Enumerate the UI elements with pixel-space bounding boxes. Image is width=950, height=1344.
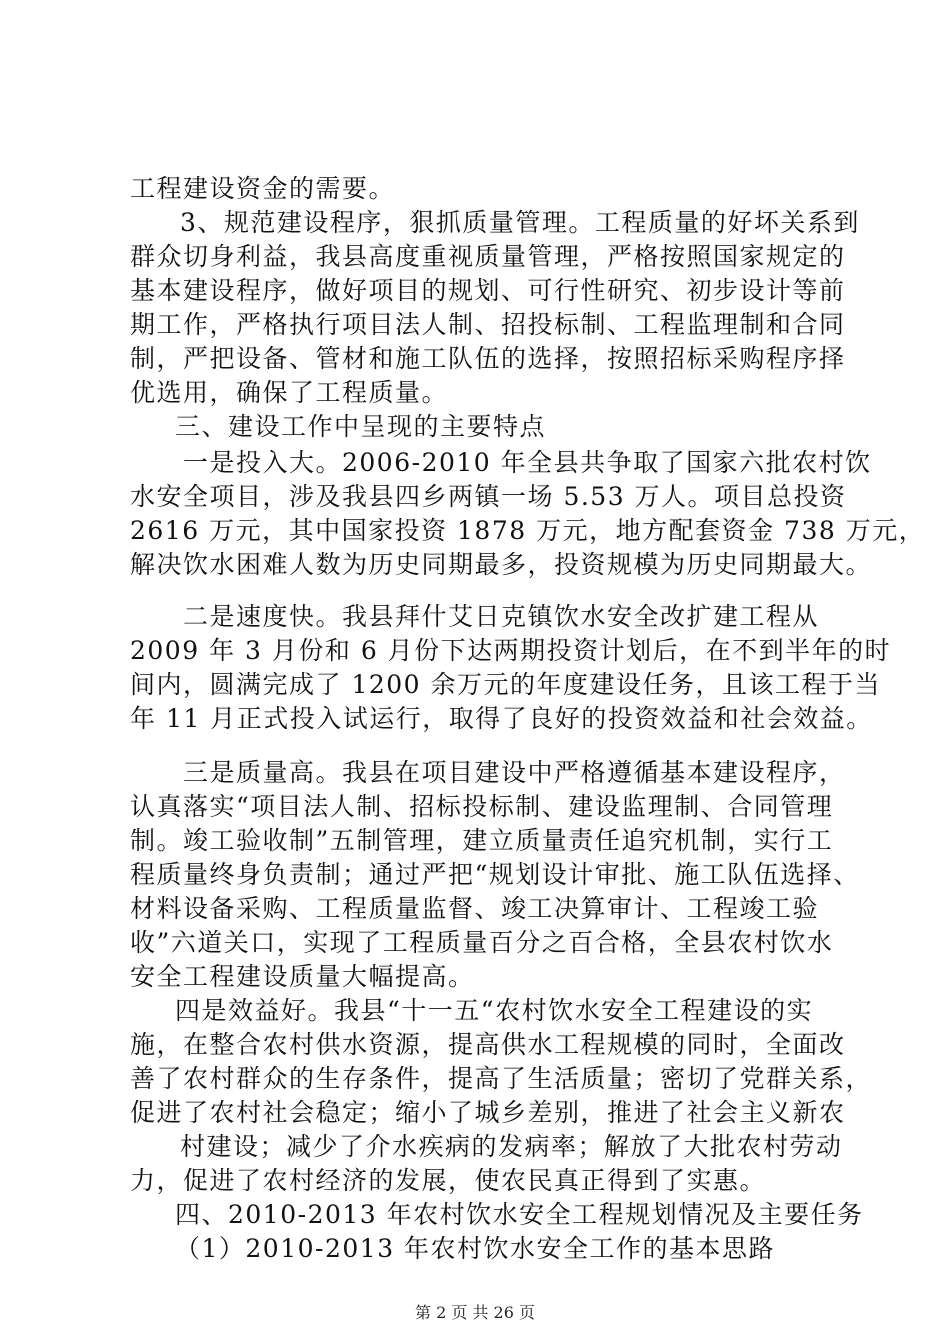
section-heading: 三、建设工作中呈现的主要特点 — [175, 412, 547, 441]
text-line: 收”六道关口，实现了工程质量百分之百合格，全县农村饮水 — [130, 928, 834, 957]
text-line: 安全工程建设质量大幅提高。 — [130, 962, 475, 991]
text-line: 间内，圆满完成了 1200 余万元的年度建设任务，且该工程于当 — [130, 670, 882, 699]
text-line: 材料设备采购、工程质量监督、竣工决算审计、工程竣工验 — [130, 894, 820, 923]
text-line: 制，严把设备、管材和施工队伍的选择，按照招标采购程序择 — [130, 344, 846, 373]
page-footer: 第 2 页 共 26 页 — [415, 1303, 535, 1322]
section-heading: 四、2010-2013 年农村饮水安全工程规划情况及主要任务 — [175, 1200, 864, 1229]
text-line: 一是投入大。2006-2010 年全县共争取了国家六批农村饮 — [183, 448, 872, 477]
text-line: 年 11 月正式投入试运行，取得了良好的投资效益和社会效益。 — [130, 704, 873, 733]
text-line: 2009 年 3 月份和 6 月份下达两期投资计划后，在不到半年的时 — [130, 636, 892, 665]
text-line: 认真落实“项目法人制、招标投标制、建设监理制、合同管理 — [130, 792, 834, 821]
text-line: 四是效益好。我县“十一五“农村饮水安全工程建设的实 — [175, 996, 814, 1025]
text-line: 制。竣工验收制”五制管理，建立质量责任追究机制，实行工 — [130, 826, 834, 855]
text-line: 基本建设程序，做好项目的规划、可行性研究、初步设计等前 — [130, 276, 846, 305]
text-line: 促进了农村社会稳定；缩小了城乡差别，推进了社会主义新农 — [130, 1098, 846, 1127]
text-line: 3、规范建设程序，狠抓质量管理。工程质量的好坏关系到 — [180, 208, 860, 237]
text-line: 优选用，确保了工程质量。 — [130, 378, 449, 407]
text-line: 力，促进了农村经济的发展，使农民真正得到了实惠。 — [130, 1166, 767, 1195]
text-line: 群众切身利益，我县高度重视质量管理，严格按照国家规定的 — [130, 242, 846, 271]
subsection-heading: （1）2010-2013 年农村饮水安全工作的基本思路 — [175, 1234, 776, 1263]
text-line: 三是质量高。我县在项目建设中严格遵循基本建设程序， — [183, 758, 846, 787]
text-line: 解决饮水困难人数为历史同期最多，投资规模为历史同期最大。 — [130, 550, 873, 579]
text-line: 二是速度快。我县拜什艾日克镇饮水安全改扩建工程从 — [183, 602, 820, 631]
text-line: 水安全项目，涉及我县四乡两镇一场 5.53 万人。项目总投资 — [130, 482, 847, 511]
text-line: 期工作，严格执行项目法人制、招投标制、工程监理制和合同 — [130, 310, 846, 339]
text-line: 施，在整合农村供水资源，提高供水工程规模的同时，全面改 — [130, 1030, 846, 1059]
text-line: 2616 万元，其中国家投资 1878 万元，地方配套资金 738 万元， — [130, 516, 926, 545]
text-line: 程质量终身负责制；通过严把“规划设计审批、施工队伍选择、 — [130, 860, 860, 889]
text-line: 村建设；减少了介水疾病的发病率；解放了大批农村劳动 — [180, 1132, 843, 1161]
text-line: 工程建设资金的需要。 — [130, 174, 396, 203]
text-line: 善了农村群众的生存条件，提高了生活质量；密切了党群关系， — [130, 1064, 873, 1093]
